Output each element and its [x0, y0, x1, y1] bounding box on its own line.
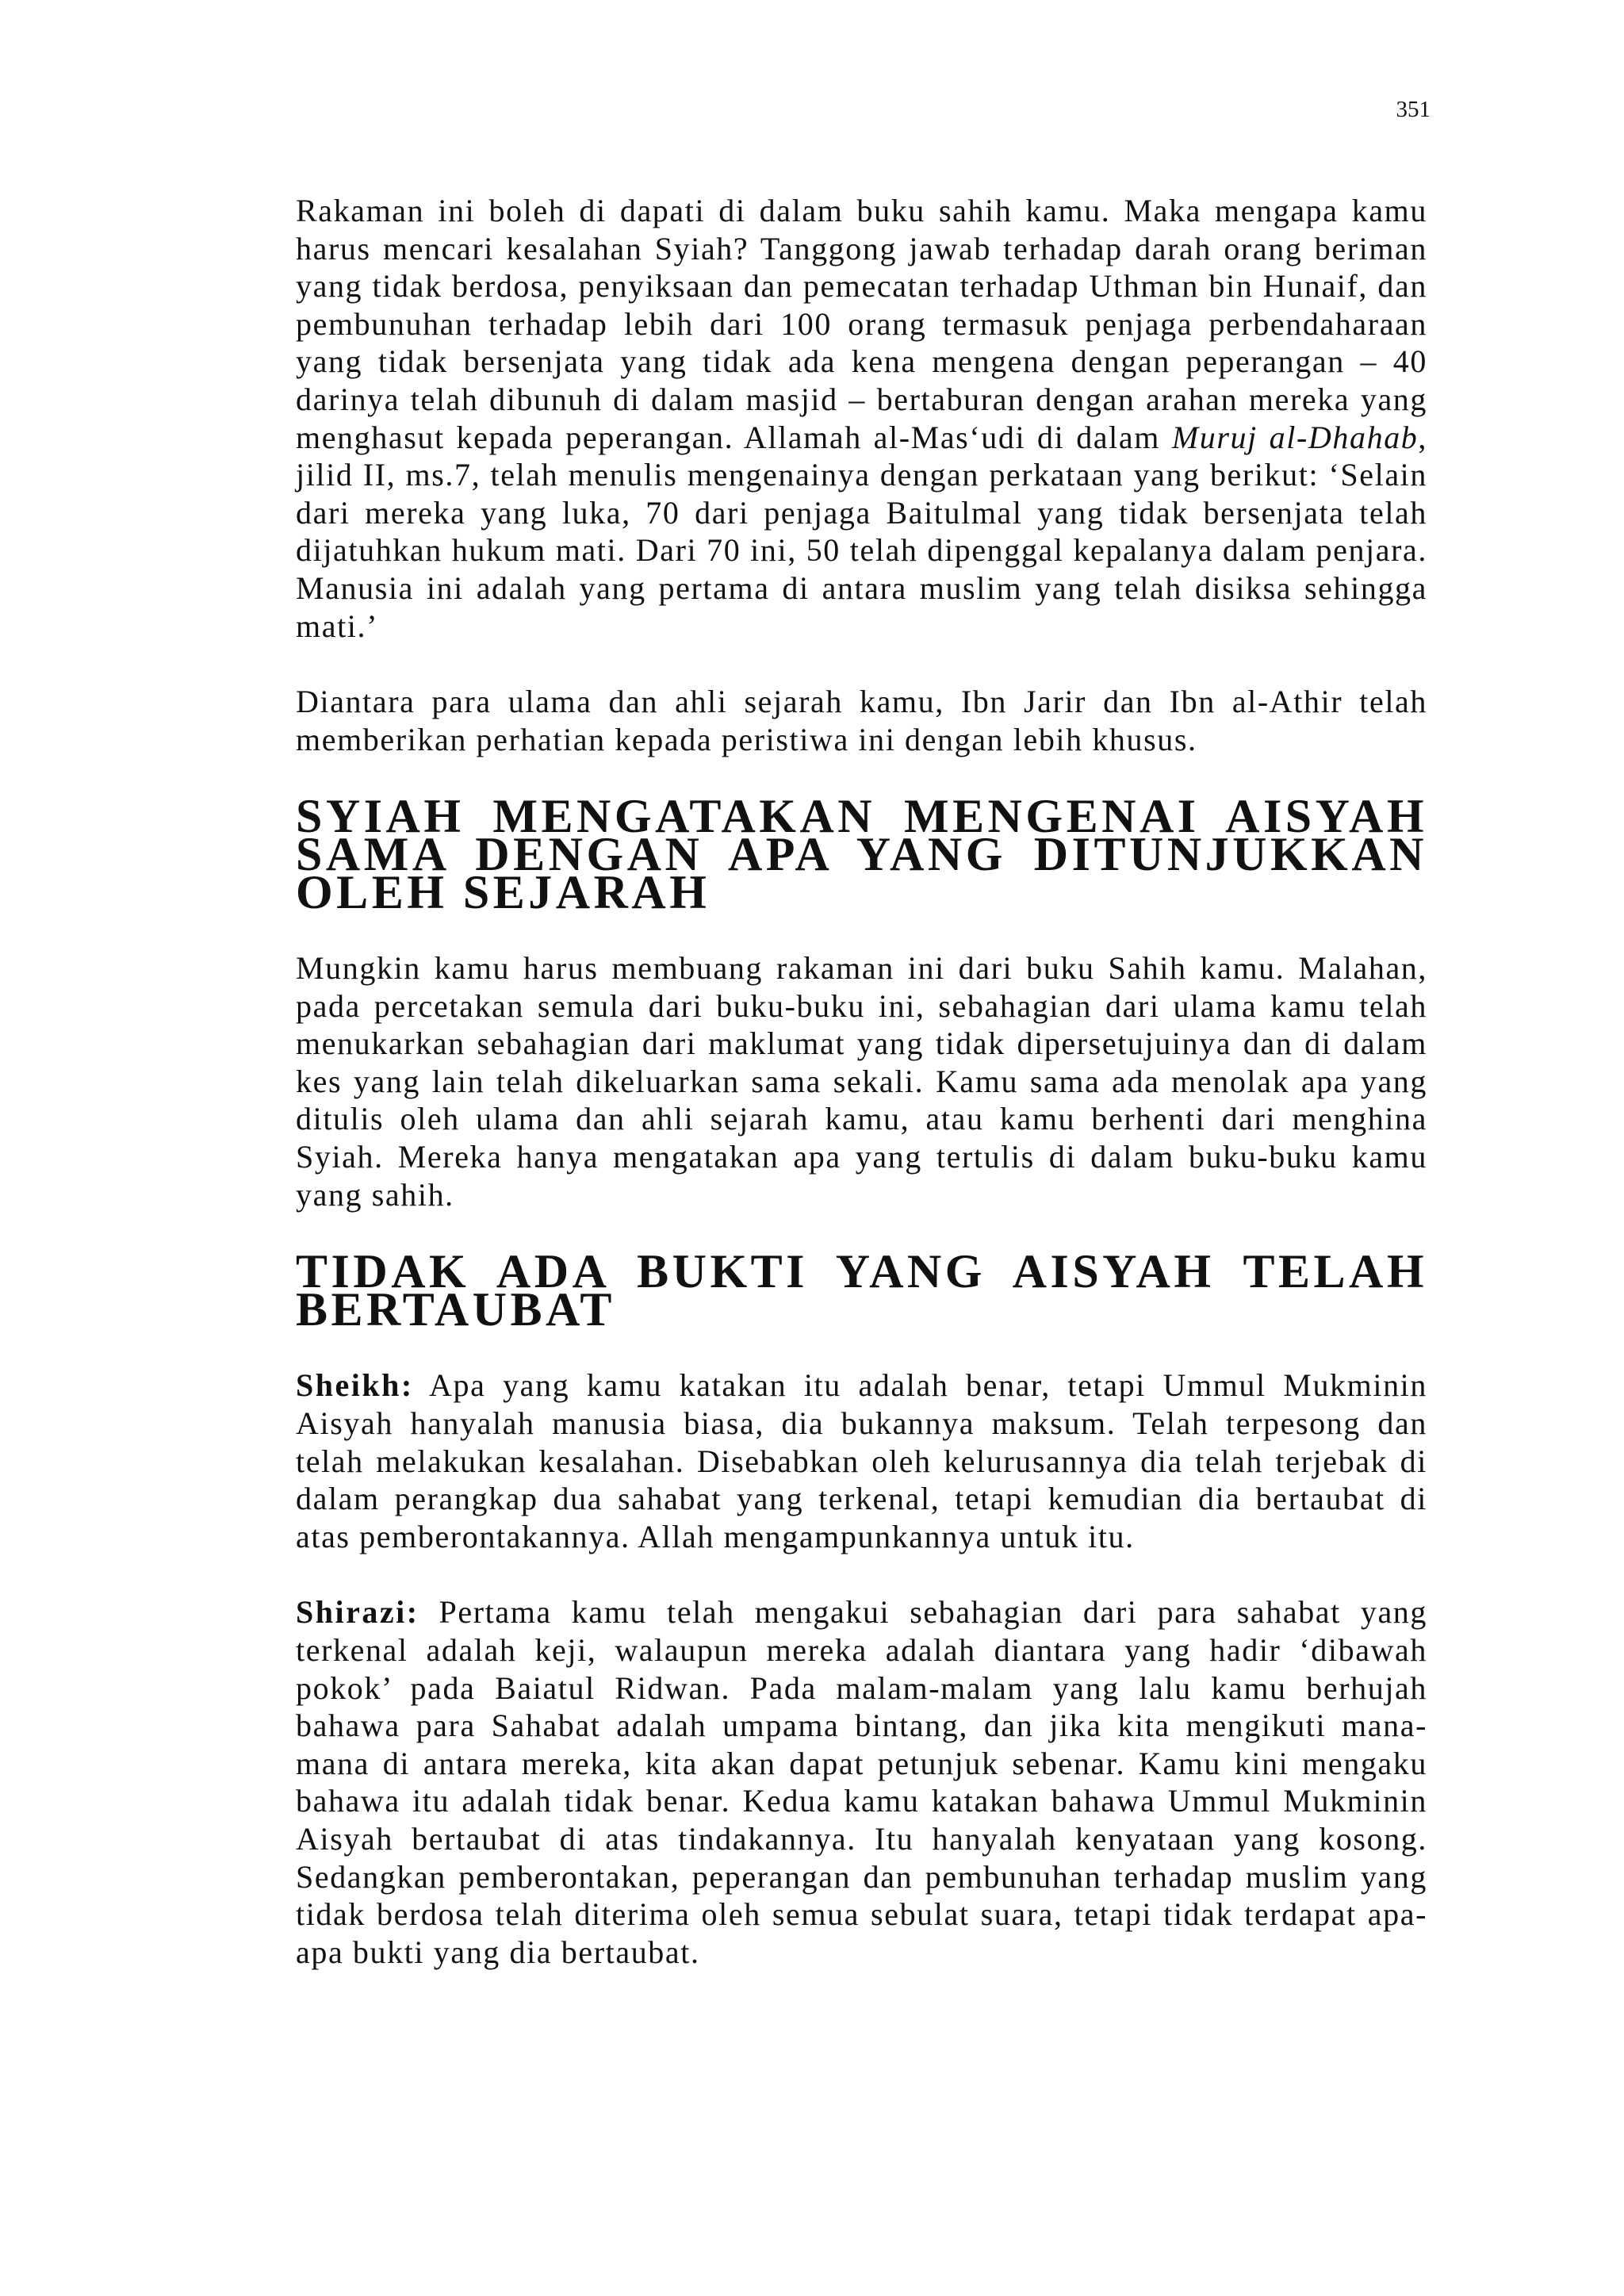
page-number: 351: [1396, 97, 1431, 122]
shirazi-paragraph: [296, 1593, 1427, 1971]
intro-paragraph-2: Diantara para ulama dan ahli sejarah kamu, Ibn Jarir dan Ibn al-Athir telah memberikan perhatian kepada peristiwa ini dengan lebih khusus.: [296, 684, 1427, 757]
sheikh-text: Apa yang kamu katakan itu adalah benar, tetapi Ummul Mukminin Aisyah hanyalah manusia biasa, dia bukannya maksum. Telah terpesong dan telah melakukan kesalahan. Disebabkan oleh kelurusannya dia telah terjebak di dalam perangkap dua sahabat yang terkenal, tetapi kemudian dia bertaubat di atas pemberontakannya. Allah mengampunkannya untuk itu.: [296, 1367, 1427, 1554]
section-heading-bertaubat: TIDAK ADA BUKTI YANG AISYAH TELAH BERTAUBAT: [296, 1245, 1427, 1336]
shirazi-text: Pertama kamu telah mengakui sebahagian dari para sahabat yang terkenal adalah keji, walaupun mereka adalah diantara yang hadir ‘dibawah pokok’ pada Baiatul Ridwan. Pada malam-malam yang lalu kamu berhujah bahawa para Sahabat adalah umpama bintang, dan jika kita mengikuti mana-mana di antara mereka, kita akan dapat petunjuk sebenar. Kamu kini mengaku bahawa itu adalah tidak benar. Kedua kamu katakan bahawa Ummul Mukminin Aisyah bertaubat di atas tindakannya. Itu hanyalah kenyataan yang kosong. Sedangkan pemberontakan, peperangan dan pembunuhan terhadap muslim yang tidak berdosa telah diterima oleh semua sebulat suara, tetapi tidak terdapat apa-apa bukti yang dia bertaubat.: [296, 1594, 1427, 1970]
sheikh-paragraph: [296, 1366, 1427, 1555]
section-heading-syiah: SYIAH MENGATAKAN MENGENAI AISYAH SAMA DENGAN APA YANG DITUNJUKKAN OLEH SEJARAH: [296, 790, 1427, 918]
book-title-italic: Muruj al-Dhahab: [1171, 419, 1419, 455]
intro-paragraph-1: [296, 192, 1427, 645]
speaker-label-sheikh: Sheikh:: [296, 1367, 414, 1404]
section1-paragraph: Mungkin kamu harus membuang rakaman ini dari buku Sahih kamu. Malahan, pada percetakan semula dari buku-buku ini, sebahagian dari ulama kamu telah menukarkan sebahagian dari maklumat yang tidak dipersetujuinya dan di dalam kes yang lain telah dikeluarkan sama sekali. Kamu sama ada menolak apa yang ditulis oleh ulama dan ahli sejarah kamu, atau kamu berhenti dari menghina Syiah. Mereka hanya mengatakan apa yang tertulis di dalam buku-buku kamu yang sahih.: [296, 950, 1427, 1213]
intro-p1-text-a: Rakaman ini boleh di dapati di dalam buku sahih kamu. Maka mengapa kamu harus mencari kesalahan Syiah? Tanggong jawab terhadap darah orang beriman yang tidak berdosa, penyiksaan dan pemecatan terhadap Uthman bin Hunaif, dan pembunuhan terhadap lebih dari 100 orang termasuk penjaga perbendaharaan yang tidak bersenjata yang tidak ada kena mengena dengan peperangan – 40 darinya telah dibunuh di dalam masjid – bertaburan dengan arahan mereka yang menghasut kepada peperangan. Allamah al-Mas‘udi di dalam: [296, 193, 1427, 455]
intro-p1-text-b: , jilid II, ms.7, telah menulis mengenainya dengan perkataan yang berikut: ‘Selain dari mereka yang luka, 70 dari penjaga Baitulmal yang tidak bersenjata telah dijatuhkan hukum mati. Dari 70 ini, 50 telah dipenggal kepalanya dalam penjara. Manusia ini adalah yang pertama di antara muslim yang telah disiksa sehingga mati.’: [296, 419, 1428, 644]
page-body: [296, 192, 1427, 1971]
speaker-label-shirazi: Shirazi:: [296, 1594, 419, 1631]
